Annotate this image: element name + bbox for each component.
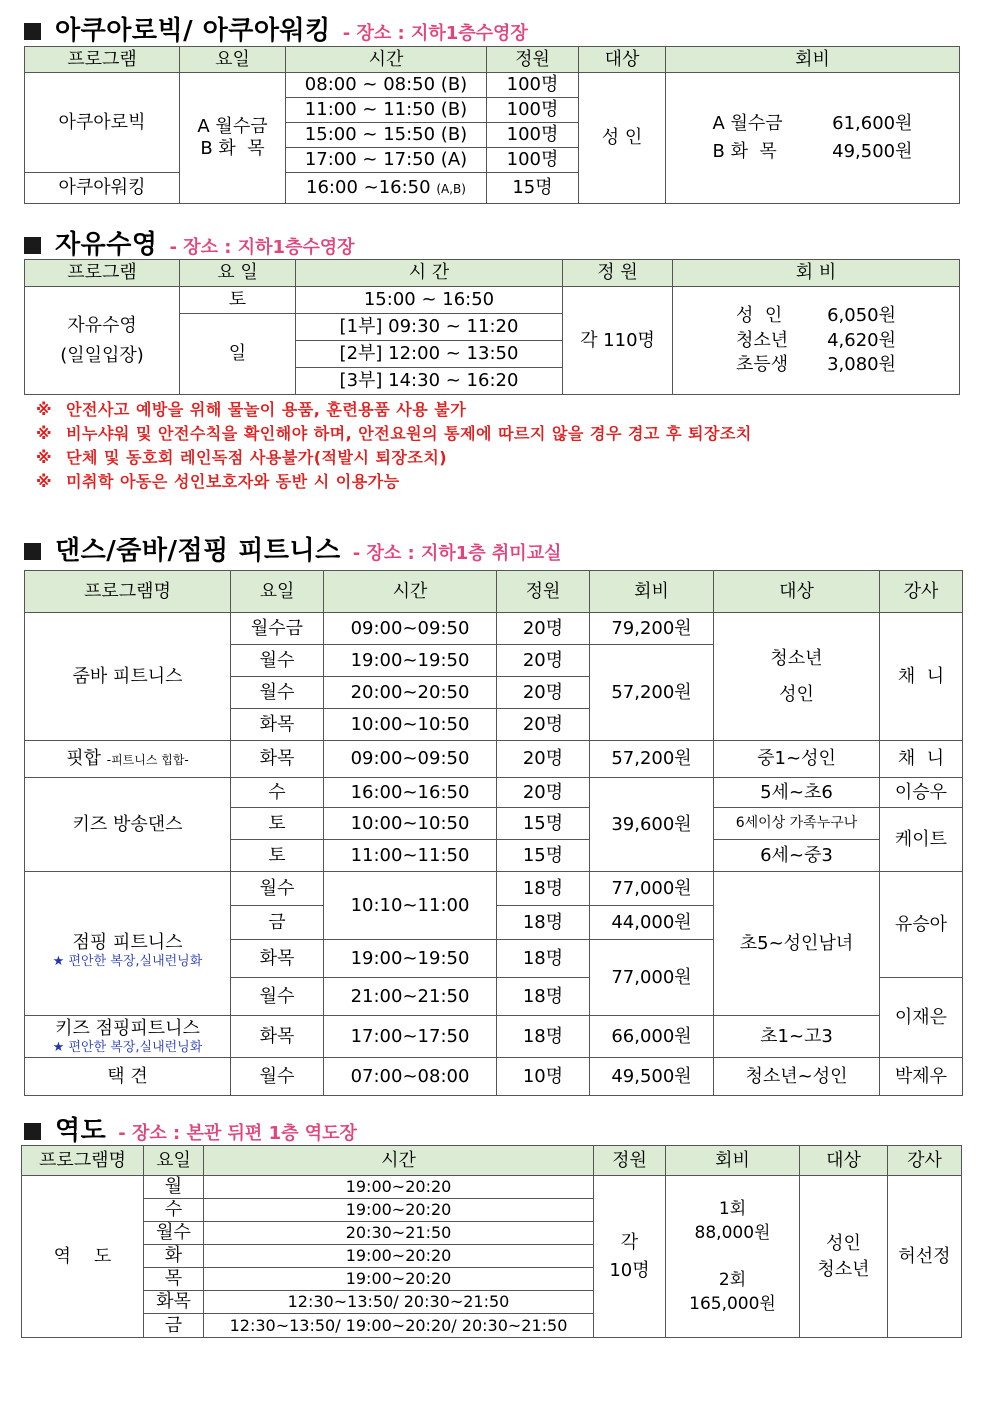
- program-sub: (일일입장): [60, 344, 144, 366]
- program-name: 키즈 점핑피트니스: [55, 1017, 200, 1039]
- fee-amount: 88,000원: [694, 1223, 771, 1244]
- program-cell: [25, 287, 180, 395]
- capacity-cell: 18명: [497, 906, 590, 940]
- day-cell: 화: [144, 1245, 204, 1268]
- header-time: 시간: [286, 47, 487, 73]
- fee-label: 청소년: [736, 329, 789, 351]
- teacher-cell: 케이트: [880, 808, 963, 872]
- note-text: 비누샤워 및 안전수칙을 확인해야 하며, 안전요원의 통제에 따르지 않을 경우 경고 후 퇴장조치: [66, 424, 752, 443]
- day-cell: 화목: [231, 1016, 324, 1058]
- time-cell: 10:00~10:50: [324, 709, 497, 741]
- section-title: 아쿠아로빅/ 아쿠아워킹: [55, 16, 331, 46]
- fee-cell: 39,600원: [590, 778, 714, 872]
- day-cell: 화목: [231, 940, 324, 978]
- fee-cell: 49,500원: [590, 1058, 714, 1096]
- day-cell: 토: [231, 808, 324, 840]
- fee-label: 2회: [718, 1269, 747, 1290]
- header-target: 대상: [714, 571, 880, 613]
- program-aquawalking: 아쿠아워킹: [25, 173, 180, 204]
- capacity-line: 각: [620, 1231, 639, 1253]
- fee-cell: 77,000원: [590, 940, 714, 1016]
- time-main: 16:00 ~16:50: [306, 177, 431, 199]
- header-program: 프로그램: [25, 260, 180, 287]
- days-cell: [180, 73, 286, 204]
- fee-amount: 3,080원: [827, 354, 896, 376]
- teacher-cell: 유승아: [880, 872, 963, 978]
- time-cell: 19:00~20:20: [204, 1268, 594, 1291]
- section-location: - 장소 : 지하1층 취미교실: [352, 543, 562, 564]
- target-line: 성인: [779, 683, 814, 705]
- teacher-cell: 이재은: [880, 978, 963, 1058]
- fee-cell: 44,000원: [590, 906, 714, 940]
- time-cell: 08:00 ~ 08:50 (B): [286, 73, 487, 98]
- day-cell: 토: [180, 287, 296, 314]
- section-location: - 장소 : 지하1층수영장: [169, 237, 355, 258]
- time-cell: 16:00~16:50: [324, 778, 497, 808]
- teacher-cell: 박제우: [880, 1058, 963, 1096]
- time-cell: 15:00 ~ 15:50 (B): [286, 123, 487, 148]
- day-cell: 월수: [231, 1058, 324, 1096]
- time-cell: 19:00~19:50: [324, 645, 497, 677]
- time-cell: 21:00~21:50: [324, 978, 497, 1016]
- target-cell: 6세~중3: [714, 840, 880, 872]
- target-line: 성인: [826, 1232, 861, 1254]
- note-text: 미취학 아동은 성인보호자와 동반 시 이용가능: [66, 472, 400, 491]
- capacity-cell: 18명: [497, 1016, 590, 1058]
- header-capacity: 정원: [594, 1146, 666, 1176]
- header-time: 시 간: [296, 260, 563, 287]
- program-note: ★ 편안한 복장,실내런닝화: [52, 1039, 203, 1055]
- program-aquarobic: 아쿠아로빅: [25, 73, 180, 173]
- note-mark: ※: [36, 448, 53, 467]
- note-text: 단체 및 동호회 레인독점 사용불가(적발시 퇴장조치): [66, 448, 448, 467]
- capacity-line: 10명: [609, 1259, 650, 1281]
- capacity-cell: 100명: [487, 148, 579, 173]
- capacity-cell: 15명: [487, 173, 579, 204]
- time-cell: 19:00~20:20: [204, 1176, 594, 1199]
- capacity-cell: 18명: [497, 978, 590, 1016]
- fee-amount: 165,000원: [689, 1293, 776, 1314]
- time-cell: 20:30~21:50: [204, 1222, 594, 1245]
- fee-cell: [666, 73, 960, 204]
- header-time: 시간: [324, 571, 497, 613]
- fee-cell: [673, 287, 960, 395]
- note-mark: ※: [36, 400, 53, 419]
- square-bullet-icon: [24, 1123, 41, 1140]
- fee-line: [713, 141, 913, 163]
- capacity-cell: 20명: [497, 709, 590, 741]
- fee-cell: 57,200원: [590, 645, 714, 741]
- day-cell: 목: [144, 1268, 204, 1291]
- note-item: [36, 398, 752, 422]
- fee-line: [713, 113, 913, 135]
- capacity-cell: 10명: [497, 1058, 590, 1096]
- program-name: 점핑 피트니스: [72, 931, 183, 953]
- time-cell: 15:00 ~ 16:50: [296, 287, 563, 314]
- time-cell: 19:00~20:20: [204, 1199, 594, 1222]
- time-cell: 11:00 ~ 11:50 (B): [286, 98, 487, 123]
- day-cell: 수: [231, 778, 324, 808]
- day-cell: 월수: [231, 677, 324, 709]
- header-teacher: 강사: [880, 571, 963, 613]
- teacher-cell: 채 니: [880, 741, 963, 778]
- day-cell: 화목: [144, 1291, 204, 1314]
- fee-amount: 49,500원: [832, 141, 913, 162]
- day-cell: 일: [180, 314, 296, 395]
- capacity-cell: 15명: [497, 840, 590, 872]
- header-day: 요일: [144, 1146, 204, 1176]
- note-item: [36, 446, 752, 470]
- section-title: 자유수영: [55, 230, 158, 260]
- capacity-cell: 100명: [487, 98, 579, 123]
- section-aqua-header: [24, 10, 528, 47]
- days-line: A 월수금: [197, 116, 268, 138]
- fee-cell: 57,200원: [590, 741, 714, 778]
- header-capacity: 정원: [497, 571, 590, 613]
- teacher-cell: 허선정: [888, 1176, 962, 1338]
- fee-label: 성 인: [736, 305, 783, 327]
- time-cell: [2부] 12:00 ~ 13:50: [296, 341, 563, 368]
- time-cell: 17:00 ~ 17:50 (A): [286, 148, 487, 173]
- swim-table: [24, 259, 960, 395]
- program-sub: -피트니스 힙합-: [106, 753, 189, 768]
- day-cell: 월수금: [231, 613, 324, 645]
- time-cell: 19:00~19:50: [324, 940, 497, 978]
- aqua-table: [24, 46, 960, 204]
- fee-label: 1회: [718, 1198, 747, 1219]
- program-cell: 역 도: [22, 1176, 144, 1338]
- section-title: 댄스/줌바/점핑 피트니스: [55, 536, 341, 566]
- weightlifting-table: [21, 1145, 962, 1338]
- day-cell: 월수: [231, 645, 324, 677]
- target-cell: 초1~고3: [714, 1016, 880, 1058]
- program-note: ★ 편안한 복장,실내런닝화: [52, 953, 203, 969]
- header-day: 요일: [231, 571, 324, 613]
- target-cell: 초5~성인남녀: [714, 872, 880, 1016]
- capacity-cell: [594, 1176, 666, 1338]
- fee-line: [736, 354, 896, 376]
- header-time: 시간: [204, 1146, 594, 1176]
- time-cell: 20:00~20:50: [324, 677, 497, 709]
- target-cell: 6세이상 가족누구나: [714, 808, 880, 840]
- time-cell: 19:00~20:20: [204, 1245, 594, 1268]
- header-day: 요 일: [180, 260, 296, 287]
- time-cell: 10:00~10:50: [324, 808, 497, 840]
- square-bullet-icon: [24, 543, 41, 560]
- target-line: 청소년: [817, 1258, 870, 1280]
- note-mark: ※: [36, 472, 53, 491]
- fee-amount: 4,620원: [827, 329, 896, 351]
- program-kids-dance: 키즈 방송댄스: [25, 778, 231, 872]
- header-fee: 회비: [666, 1146, 800, 1176]
- note-item: [36, 422, 752, 446]
- target-line: 청소년: [770, 647, 823, 669]
- note-mark: ※: [36, 424, 53, 443]
- section-swim-header: [24, 224, 355, 261]
- time-cell: 11:00~11:50: [324, 840, 497, 872]
- time-cell: 17:00~17:50: [324, 1016, 497, 1058]
- header-target: 대상: [579, 47, 666, 73]
- time-cell: 10:10~11:00: [324, 872, 497, 940]
- section-weightlifting-header: [24, 1110, 357, 1147]
- capacity-cell: 100명: [487, 123, 579, 148]
- square-bullet-icon: [24, 23, 41, 40]
- header-day: 요일: [180, 47, 286, 73]
- target-cell: [714, 613, 880, 741]
- header-fee: 회 비: [673, 260, 960, 287]
- capacity-cell: 18명: [497, 872, 590, 906]
- fee-cell: 77,000원: [590, 872, 714, 906]
- time-cell: 12:30~13:50/ 20:30~21:50: [204, 1291, 594, 1314]
- day-cell: 수: [144, 1199, 204, 1222]
- fee-amount: 61,600원: [832, 113, 913, 135]
- header-teacher: 강사: [888, 1146, 962, 1176]
- time-cell: 07:00~08:00: [324, 1058, 497, 1096]
- fee-cell: 79,200원: [590, 613, 714, 645]
- target-cell: 중1~성인: [714, 741, 880, 778]
- program-kids-jumping: [25, 1016, 231, 1058]
- fee-label: 초등생: [736, 354, 789, 376]
- fee-label: A 월수금: [712, 113, 783, 135]
- capacity-cell: 20명: [497, 741, 590, 778]
- capacity-cell: 20명: [497, 613, 590, 645]
- swim-notes: [36, 398, 752, 494]
- header-program: 프로그램: [25, 47, 180, 73]
- header-capacity: 정원: [487, 47, 579, 73]
- note-text: 안전사고 예방을 위해 물놀이 용품, 훈련용품 사용 불가: [66, 400, 467, 419]
- capacity-cell: 100명: [487, 73, 579, 98]
- section-location: - 장소 : 지하1층수영장: [342, 23, 528, 44]
- program-name: 핏합: [66, 748, 101, 770]
- capacity-cell: 20명: [497, 645, 590, 677]
- header-program: 프로그램명: [22, 1146, 144, 1176]
- fee-label: B 화 목: [712, 141, 777, 162]
- program-zumba: 줌바 피트니스: [25, 613, 231, 741]
- day-cell: 화목: [231, 709, 324, 741]
- target-cell: [800, 1176, 888, 1338]
- capacity-cell: 18명: [497, 940, 590, 978]
- fee-cell: 66,000원: [590, 1016, 714, 1058]
- day-cell: 월수: [231, 978, 324, 1016]
- capacity-cell: 20명: [497, 677, 590, 709]
- day-cell: 금: [144, 1314, 204, 1338]
- capacity-cell: 20명: [497, 778, 590, 808]
- capacity-cell: 15명: [497, 808, 590, 840]
- teacher-cell: 이승우: [880, 778, 963, 808]
- fee-line: [736, 305, 896, 327]
- header-program: 프로그램명: [25, 571, 231, 613]
- fee-amount: 6,050원: [827, 305, 896, 327]
- time-tag: (A,B): [436, 182, 466, 197]
- target-cell: 청소년~성인: [714, 1058, 880, 1096]
- day-cell: 금: [231, 906, 324, 940]
- section-dance-header: [24, 530, 561, 567]
- day-cell: 월수: [231, 872, 324, 906]
- time-cell: [3부] 14:30 ~ 16:20: [296, 368, 563, 395]
- program-fithop: [25, 741, 231, 778]
- program-taekkyeon: 택 견: [25, 1058, 231, 1096]
- teacher-cell: 채 니: [880, 613, 963, 741]
- capacity-cell: 각 110명: [563, 287, 673, 395]
- fee-line: [736, 330, 896, 352]
- header-fee: 회비: [590, 571, 714, 613]
- day-cell: 화목: [231, 741, 324, 778]
- time-cell: 09:00~09:50: [324, 741, 497, 778]
- header-target: 대상: [800, 1146, 888, 1176]
- program-jumping: [25, 872, 231, 1016]
- dance-table: [24, 570, 963, 1096]
- target-cell: 성 인: [579, 73, 666, 204]
- fee-cell: [666, 1176, 800, 1338]
- note-item: [36, 470, 752, 494]
- program-name: 자유수영: [67, 314, 137, 336]
- days-line: B 화 목: [200, 138, 265, 159]
- target-cell: 5세~초6: [714, 778, 880, 808]
- header-capacity: 정 원: [563, 260, 673, 287]
- section-title: 역도: [55, 1116, 107, 1146]
- header-fee: 회비: [666, 47, 960, 73]
- time-cell: 12:30~13:50/ 19:00~20:20/ 20:30~21:50: [204, 1314, 594, 1338]
- section-location: - 장소 : 본관 뒤편 1층 역도장: [118, 1123, 357, 1144]
- day-cell: 월수: [144, 1222, 204, 1245]
- time-cell: [1부] 09:30 ~ 11:20: [296, 314, 563, 341]
- time-cell: [286, 173, 487, 204]
- day-cell: 월: [144, 1176, 204, 1199]
- day-cell: 토: [231, 840, 324, 872]
- square-bullet-icon: [24, 237, 41, 254]
- time-cell: 09:00~09:50: [324, 613, 497, 645]
